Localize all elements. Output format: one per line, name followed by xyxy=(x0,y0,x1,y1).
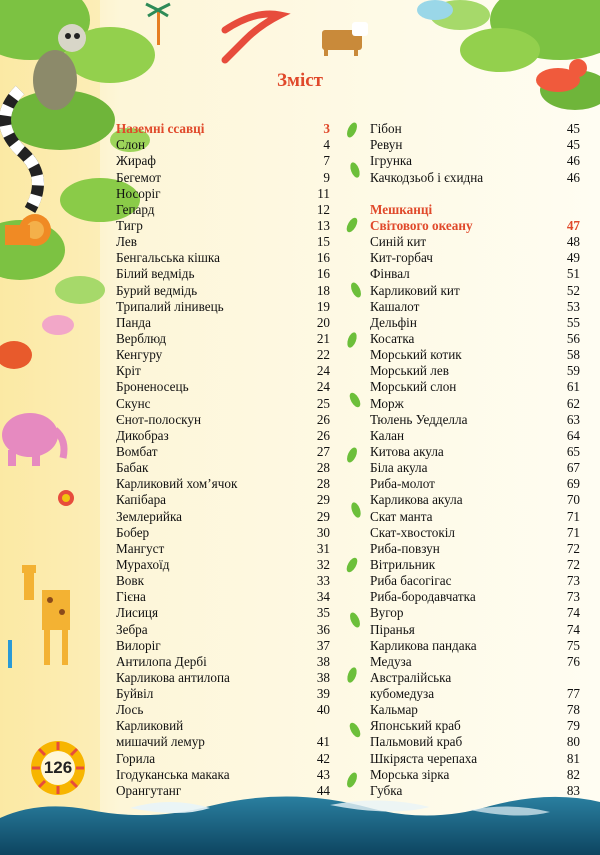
entry-page: 49 xyxy=(566,250,580,266)
entry-label: Трипалий лінивець xyxy=(116,298,224,314)
entry-page: 9 xyxy=(323,169,330,185)
contents-right-column xyxy=(370,121,580,799)
toc-entry xyxy=(370,750,580,766)
entry-label: Медуза xyxy=(370,653,412,669)
entry-label: Карликова антилопа xyxy=(116,669,230,685)
entry-page: 16 xyxy=(316,250,330,266)
toc-entry xyxy=(370,234,580,250)
toc-entry xyxy=(370,153,580,169)
entry-label: Ревун xyxy=(370,137,403,153)
entry-page: 18 xyxy=(316,282,330,298)
page-number-badge xyxy=(30,740,86,796)
entry-label: Єнот-полоскун xyxy=(116,411,202,427)
toc-entry xyxy=(370,654,580,670)
entry-label: Кит-горбач xyxy=(370,250,433,266)
toc-entry xyxy=(370,379,580,395)
entry-label: Скунс xyxy=(116,395,151,411)
toc-entry xyxy=(370,605,580,621)
toc-entry xyxy=(116,315,330,331)
toc-entry xyxy=(370,331,580,347)
toc-entry xyxy=(116,589,330,605)
entry-label: Жираф xyxy=(116,153,156,169)
entry-page: 71 xyxy=(566,508,580,524)
toc-entry xyxy=(370,734,580,750)
entry-page: 70 xyxy=(566,492,580,508)
entry-label: Риба-повзун xyxy=(370,540,440,556)
entry-label: Орангутанг xyxy=(116,782,182,798)
entry-page: 4 xyxy=(323,137,330,153)
entry-label: Скат манта xyxy=(370,508,433,524)
entry-page: 34 xyxy=(316,589,330,605)
entry-label: Броненосець xyxy=(116,379,189,395)
toc-entry xyxy=(116,428,330,444)
entry-page: 65 xyxy=(566,443,580,459)
toc-entry xyxy=(116,234,330,250)
toc-entry xyxy=(116,153,330,169)
entry-label: Качкодзьоб і єхидна xyxy=(370,169,484,185)
toc-entry xyxy=(370,282,580,298)
toc-entry xyxy=(370,266,580,282)
toc-entry xyxy=(116,299,330,315)
entry-label: Буйвіл xyxy=(116,686,154,702)
entry-label: Наземні ссавці xyxy=(116,121,205,137)
entry-page: 26 xyxy=(316,411,330,427)
toc-entry xyxy=(370,363,580,379)
page-title: Зміст xyxy=(276,70,323,91)
toc-entry xyxy=(370,783,580,799)
toc-entry xyxy=(116,783,330,799)
entry-page: 79 xyxy=(566,718,580,734)
toc-entry xyxy=(370,428,580,444)
entry-page: 72 xyxy=(566,556,580,572)
entry-label: Дикобраз xyxy=(116,427,169,443)
entry-label: Піранья xyxy=(370,621,415,637)
entry-page: 41 xyxy=(316,734,330,750)
toc-entry xyxy=(370,395,580,411)
entry-page: 74 xyxy=(566,605,580,621)
entry-label: Вугор xyxy=(370,605,404,621)
entry-label: Карликова пандака xyxy=(370,637,477,653)
entry-page: 40 xyxy=(316,702,330,718)
entry-page: 52 xyxy=(566,282,580,298)
toc-entry xyxy=(116,169,330,185)
toc-entry xyxy=(370,589,580,605)
entry-page: 74 xyxy=(566,621,580,637)
toc-entry xyxy=(370,169,580,185)
entry-page: 42 xyxy=(316,750,330,766)
entry-label: Кріт xyxy=(116,363,141,379)
entry-label: Лев xyxy=(116,234,137,250)
toc-entry xyxy=(370,573,580,589)
toc-entry xyxy=(116,250,330,266)
toc-entry xyxy=(370,525,580,541)
entry-page: 73 xyxy=(566,589,580,605)
entry-page: 39 xyxy=(316,686,330,702)
entry-page: 75 xyxy=(566,637,580,653)
entry-page: 82 xyxy=(566,766,580,782)
toc-entry xyxy=(370,638,580,654)
entry-page: 64 xyxy=(566,427,580,443)
entry-page: 24 xyxy=(316,363,330,379)
entry-page: 15 xyxy=(316,234,330,250)
entry-page: 11 xyxy=(317,185,330,201)
page-number: 126 xyxy=(43,758,73,777)
entry-page: 22 xyxy=(316,347,330,363)
toc-entry xyxy=(116,202,330,218)
entry-label: Карликовий xyxy=(116,718,184,734)
entry-label: Панда xyxy=(116,314,151,330)
entry-label: Біла акула xyxy=(370,460,428,476)
toc-entry xyxy=(116,282,330,298)
toc-entry xyxy=(116,460,330,476)
entry-label: Пальмовий краб xyxy=(370,734,463,750)
entry-label: Риба-молот xyxy=(370,476,435,492)
entry-page: 45 xyxy=(566,137,580,153)
entry-label: Тигр xyxy=(116,217,143,233)
toc-entry xyxy=(116,686,330,702)
entry-page: 51 xyxy=(566,266,580,282)
entry-page: 32 xyxy=(316,556,330,572)
toc-entry xyxy=(116,492,330,508)
entry-page: 35 xyxy=(316,605,330,621)
entry-label: Мангуст xyxy=(116,540,165,556)
toc-entry xyxy=(370,492,580,508)
toc-entry xyxy=(116,750,330,766)
toc-entry xyxy=(116,476,330,492)
entry-page: 81 xyxy=(566,750,580,766)
toc-entry xyxy=(370,412,580,428)
toc-entry xyxy=(370,718,580,734)
entry-label: Тюлень Уедделла xyxy=(370,411,468,427)
toc-entry xyxy=(116,379,330,395)
entry-page: 16 xyxy=(316,266,330,282)
toc-entry xyxy=(116,573,330,589)
entry-label: Ігрунка xyxy=(370,153,412,169)
toc-entry xyxy=(116,734,330,750)
entry-page: 61 xyxy=(566,379,580,395)
entry-label: Синій кит xyxy=(370,234,427,250)
entry-label: Світового океану xyxy=(370,217,473,233)
entry-page: 28 xyxy=(316,460,330,476)
entry-label: Білий ведмідь xyxy=(116,266,195,282)
toc-entry xyxy=(370,121,580,137)
entry-label: Кенгуру xyxy=(116,347,163,363)
toc-entry xyxy=(370,541,580,557)
entry-label: Риба-бородавчатка xyxy=(370,589,476,605)
entry-label: Кальмар xyxy=(370,702,418,718)
toc-entry xyxy=(370,444,580,460)
toc-entry xyxy=(116,638,330,654)
entry-label: Риба басогігас xyxy=(370,573,452,589)
entry-page: 27 xyxy=(316,443,330,459)
entry-page: 77 xyxy=(566,686,580,702)
entry-page: 44 xyxy=(316,782,330,798)
toc-entry xyxy=(370,508,580,524)
entry-page: 13 xyxy=(316,217,330,233)
entry-page: 69 xyxy=(566,476,580,492)
contents-left-column xyxy=(116,121,330,799)
section-heading xyxy=(370,202,580,218)
entry-label: Горила xyxy=(116,750,156,766)
entry-page: 59 xyxy=(566,363,580,379)
toc-entry xyxy=(116,621,330,637)
pig-illustration xyxy=(42,315,74,335)
entry-label: Бегемот xyxy=(116,169,162,185)
entry-page: 33 xyxy=(316,573,330,589)
entry-page: 24 xyxy=(316,379,330,395)
entry-label: Карликовий хом’ячок xyxy=(116,476,238,492)
entry-page: 29 xyxy=(316,492,330,508)
entry-label: Бурий ведмідь xyxy=(116,282,198,298)
entry-label: Шкіряста черепаха xyxy=(370,750,478,766)
entry-page: 47 xyxy=(566,217,580,233)
toc-entry xyxy=(116,218,330,234)
section-heading xyxy=(116,121,330,137)
toc-entry xyxy=(370,460,580,476)
entry-label: Гепард xyxy=(116,201,155,217)
entry-page: 55 xyxy=(566,314,580,330)
entry-page: 58 xyxy=(566,347,580,363)
toc-entry xyxy=(116,347,330,363)
entry-label: Гієна xyxy=(116,589,146,605)
entry-label: Морський котик xyxy=(370,347,462,363)
entry-label: Антилопа Дербі xyxy=(116,653,207,669)
toc-entry xyxy=(116,186,330,202)
toc-entry xyxy=(116,331,330,347)
entry-label: Лисиця xyxy=(116,605,159,621)
entry-label: Мешканці xyxy=(370,201,433,217)
entry-page: 36 xyxy=(316,621,330,637)
entry-label: Скат-хвостокіл xyxy=(370,524,456,540)
entry-page: 56 xyxy=(566,330,580,346)
entry-page: 37 xyxy=(316,637,330,653)
toc-entry xyxy=(370,137,580,153)
entry-page: 46 xyxy=(566,153,580,169)
entry-page: 73 xyxy=(566,573,580,589)
entry-page: 29 xyxy=(316,508,330,524)
entry-page: 72 xyxy=(566,540,580,556)
entry-page: 78 xyxy=(566,702,580,718)
entry-page: 21 xyxy=(316,330,330,346)
toc-entry xyxy=(370,347,580,363)
toc-entry xyxy=(116,718,330,734)
entry-label: Бенгальська кішка xyxy=(116,250,220,266)
entry-label: Австралійська xyxy=(370,669,452,685)
toc-entry xyxy=(370,621,580,637)
entry-page: 20 xyxy=(316,314,330,330)
toc-entry xyxy=(116,557,330,573)
entry-label: Лось xyxy=(116,702,144,718)
toc-entry xyxy=(116,670,330,686)
entry-label: Бабак xyxy=(116,460,149,476)
entry-label: Капібара xyxy=(116,492,167,508)
entry-label: Фінвал xyxy=(370,266,410,282)
entry-label: Гібон xyxy=(370,121,402,137)
entry-label: Китова акула xyxy=(370,443,444,459)
toc-entry xyxy=(116,444,330,460)
entry-page: 71 xyxy=(566,524,580,540)
toc-entry xyxy=(116,508,330,524)
entry-page: 38 xyxy=(316,653,330,669)
entry-label: Морський слон xyxy=(370,379,457,395)
toc-entry xyxy=(116,525,330,541)
entry-page: 67 xyxy=(566,460,580,476)
entry-label: Губка xyxy=(370,782,403,798)
toc-entry xyxy=(370,476,580,492)
entry-label: Дельфін xyxy=(370,314,417,330)
entry-label: Бобер xyxy=(116,524,150,540)
entry-label: Морж xyxy=(370,395,404,411)
toc-entry xyxy=(370,250,580,266)
entry-page: 62 xyxy=(566,395,580,411)
entry-page: 7 xyxy=(323,153,330,169)
entry-label: Носоріг xyxy=(116,185,161,201)
entry-label: Морська зірка xyxy=(370,766,450,782)
entry-label: Зебра xyxy=(116,621,148,637)
entry-label: кубомедуза xyxy=(370,686,435,702)
toc-entry xyxy=(370,670,580,686)
entry-label: Кашалот xyxy=(370,298,420,314)
entry-label: Вомбат xyxy=(116,443,158,459)
entry-label: Слон xyxy=(116,137,146,153)
entry-label: мишачий лемур xyxy=(116,734,205,750)
entry-page: 83 xyxy=(566,782,580,798)
entry-page: 3 xyxy=(323,121,330,137)
entry-page: 28 xyxy=(316,476,330,492)
toc-entry xyxy=(116,363,330,379)
entry-label: Карликова акула xyxy=(370,492,463,508)
entry-page: 12 xyxy=(316,201,330,217)
entry-page: 53 xyxy=(566,298,580,314)
entry-label: Ігодуканська макака xyxy=(116,766,230,782)
entry-page: 19 xyxy=(316,298,330,314)
entry-label: Вітрильник xyxy=(370,556,436,572)
toc-entry xyxy=(370,686,580,702)
entry-page: 76 xyxy=(566,653,580,669)
entry-label: Карликовий кит xyxy=(370,282,460,298)
toc-entry xyxy=(116,541,330,557)
toc-entry xyxy=(370,315,580,331)
entry-page: 31 xyxy=(316,540,330,556)
toc-entry xyxy=(116,605,330,621)
toc-entry xyxy=(116,266,330,282)
entry-page: 43 xyxy=(316,766,330,782)
entry-label: Мурахоїд xyxy=(116,556,170,572)
toc-entry xyxy=(116,395,330,411)
toc-entry xyxy=(370,767,580,783)
entry-label: Японський краб xyxy=(370,718,461,734)
entry-label: Вовк xyxy=(116,573,145,589)
entry-page: 48 xyxy=(566,234,580,250)
entry-page: 26 xyxy=(316,427,330,443)
section-heading xyxy=(370,218,580,234)
entry-label: Вилоріг xyxy=(116,637,161,653)
entry-label: Морський лев xyxy=(370,363,449,379)
entry-page: 38 xyxy=(316,669,330,685)
entry-label: Калан xyxy=(370,427,405,443)
toc-entry xyxy=(116,702,330,718)
entry-page: 25 xyxy=(316,395,330,411)
toc-entry xyxy=(116,137,330,153)
heron-illustration xyxy=(8,640,12,668)
bird-illustration xyxy=(58,490,74,506)
hippo-illustration xyxy=(417,0,453,20)
section-gap xyxy=(370,186,580,202)
entry-page: 30 xyxy=(316,524,330,540)
toc-entry xyxy=(116,412,330,428)
entry-page: 46 xyxy=(566,169,580,185)
toc-entry xyxy=(116,654,330,670)
entry-label: Косатка xyxy=(370,330,415,346)
entry-label: Землерийка xyxy=(116,508,183,524)
toc-entry xyxy=(370,557,580,573)
entry-page: 80 xyxy=(566,734,580,750)
toc-entry xyxy=(116,767,330,783)
entry-page: 45 xyxy=(566,121,580,137)
entry-page: 63 xyxy=(566,411,580,427)
toc-entry xyxy=(370,702,580,718)
toc-entry xyxy=(370,299,580,315)
entry-label: Верблюд xyxy=(116,330,167,346)
